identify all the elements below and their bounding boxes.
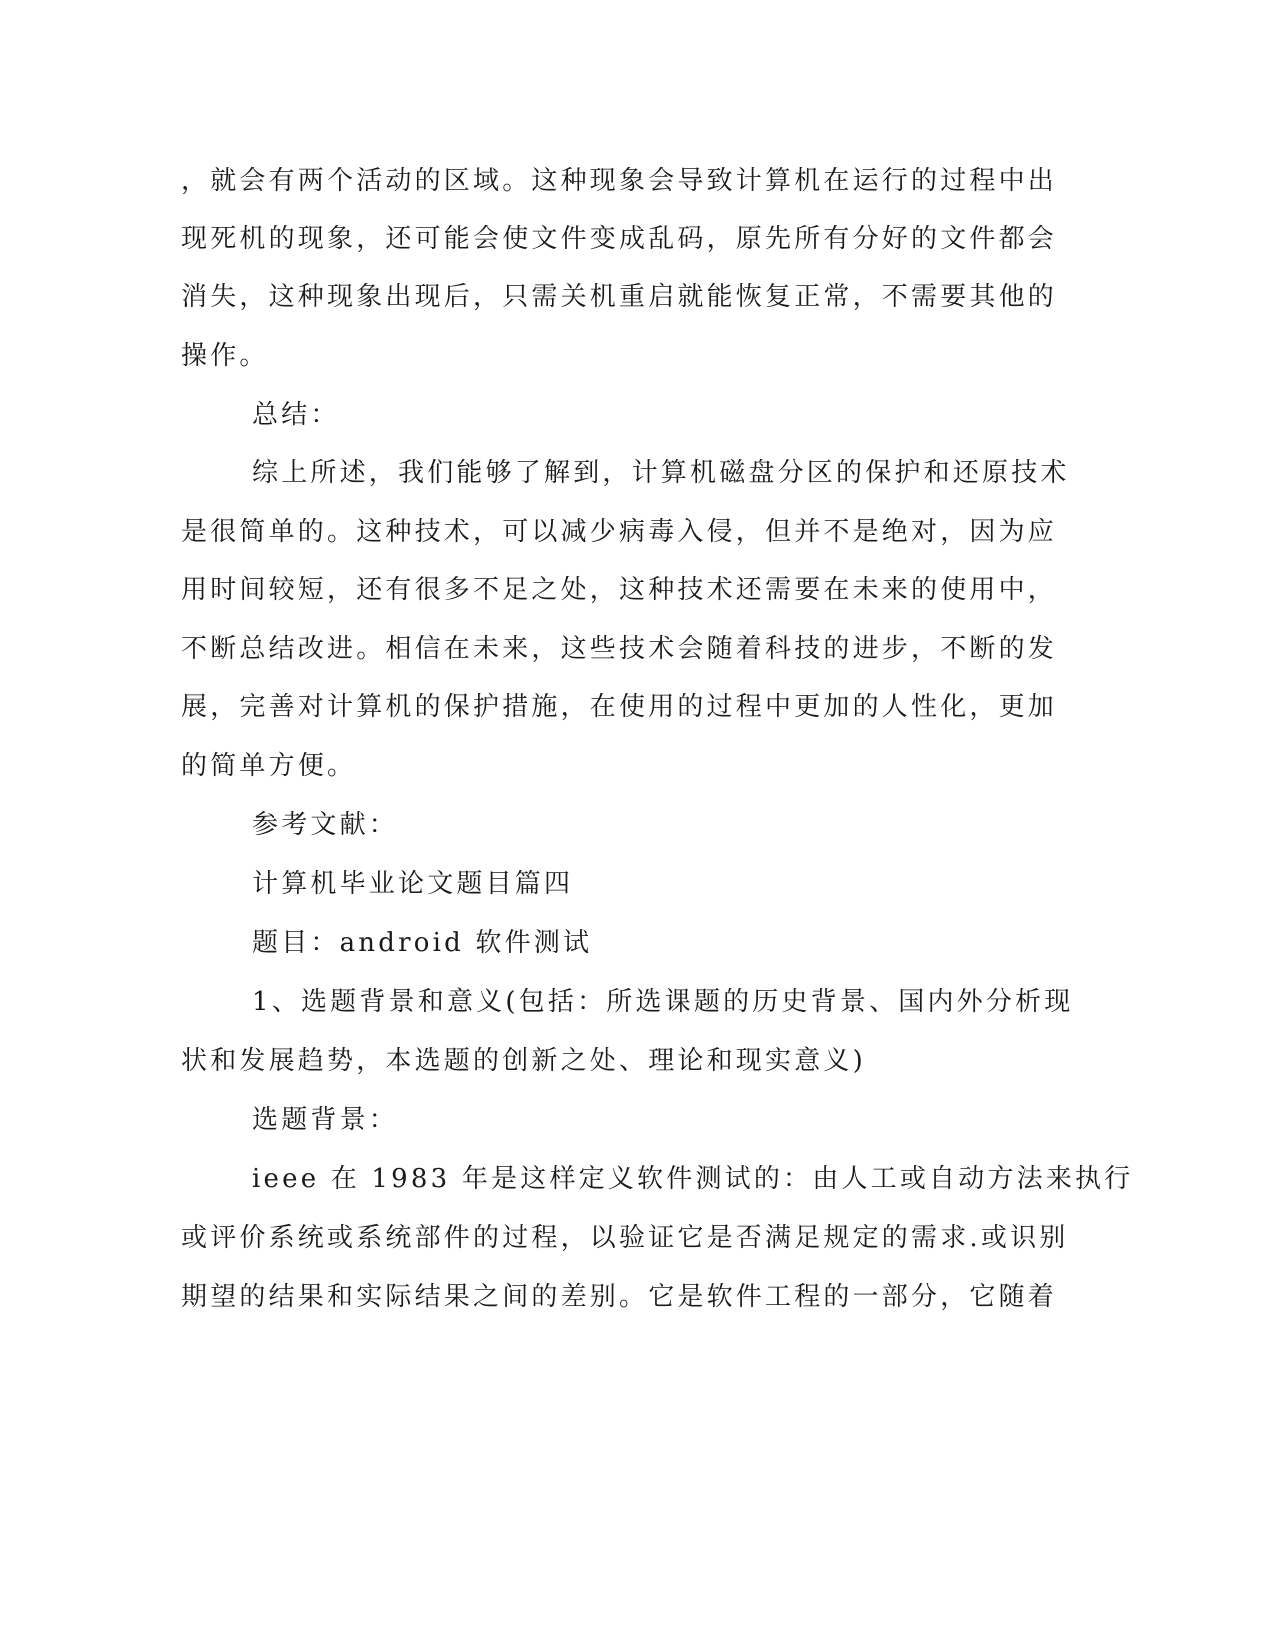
- text-line: 是很简单的。这种技术，可以减少病毒入侵，但并不是绝对，因为应: [181, 517, 1058, 547]
- text-line: ieee 在 1983 年是这样定义软件测试的：由人工或自动方法来执行: [252, 1164, 1134, 1194]
- text-line: 综上所述，我们能够了解到，计算机磁盘分区的保护和还原技术: [252, 458, 1070, 488]
- section-heading-summary: 总结：: [252, 400, 340, 430]
- text-line: 状和发展趋势，本选题的创新之处、理论和现实意义): [181, 1046, 866, 1076]
- text-line: 操作。: [181, 341, 269, 371]
- text-line: 的简单方便。: [181, 751, 357, 781]
- text-line: 现死机的现象，还可能会使文件变成乱码，原先所有分好的文件都会: [181, 224, 1058, 254]
- text-line: 不断总结改进。相信在未来，这些技术会随着科技的进步，不断的发: [181, 634, 1058, 664]
- text-line: 展，完善对计算机的保护措施，在使用的过程中更加的人性化，更加: [181, 692, 1058, 722]
- section-heading-background: 选题背景：: [252, 1105, 399, 1135]
- topic-line: 题目：android 软件测试: [252, 928, 593, 958]
- text-line: 或评价系统或系统部件的过程，以验证它是否满足规定的需求.或识别: [181, 1223, 1069, 1253]
- section-heading-references: 参考文献：: [252, 810, 399, 840]
- text-line: ，就会有两个活动的区域。这种现象会导致计算机在运行的过程中出: [181, 166, 1058, 196]
- text-line: 1、选题背景和意义(包括：所选课题的历史背景、国内外分析现: [252, 987, 1074, 1017]
- article-title: 计算机毕业论文题目篇四: [252, 869, 574, 899]
- text-line: 用时间较短，还有很多不足之处，这种技术还需要在未来的使用中，: [181, 575, 1058, 605]
- text-line: 期望的结果和实际结果之间的差别。它是软件工程的一部分，它随着: [181, 1282, 1058, 1312]
- text-line: 消失，这种现象出现后，只需关机重启就能恢复正常，不需要其他的: [181, 282, 1058, 312]
